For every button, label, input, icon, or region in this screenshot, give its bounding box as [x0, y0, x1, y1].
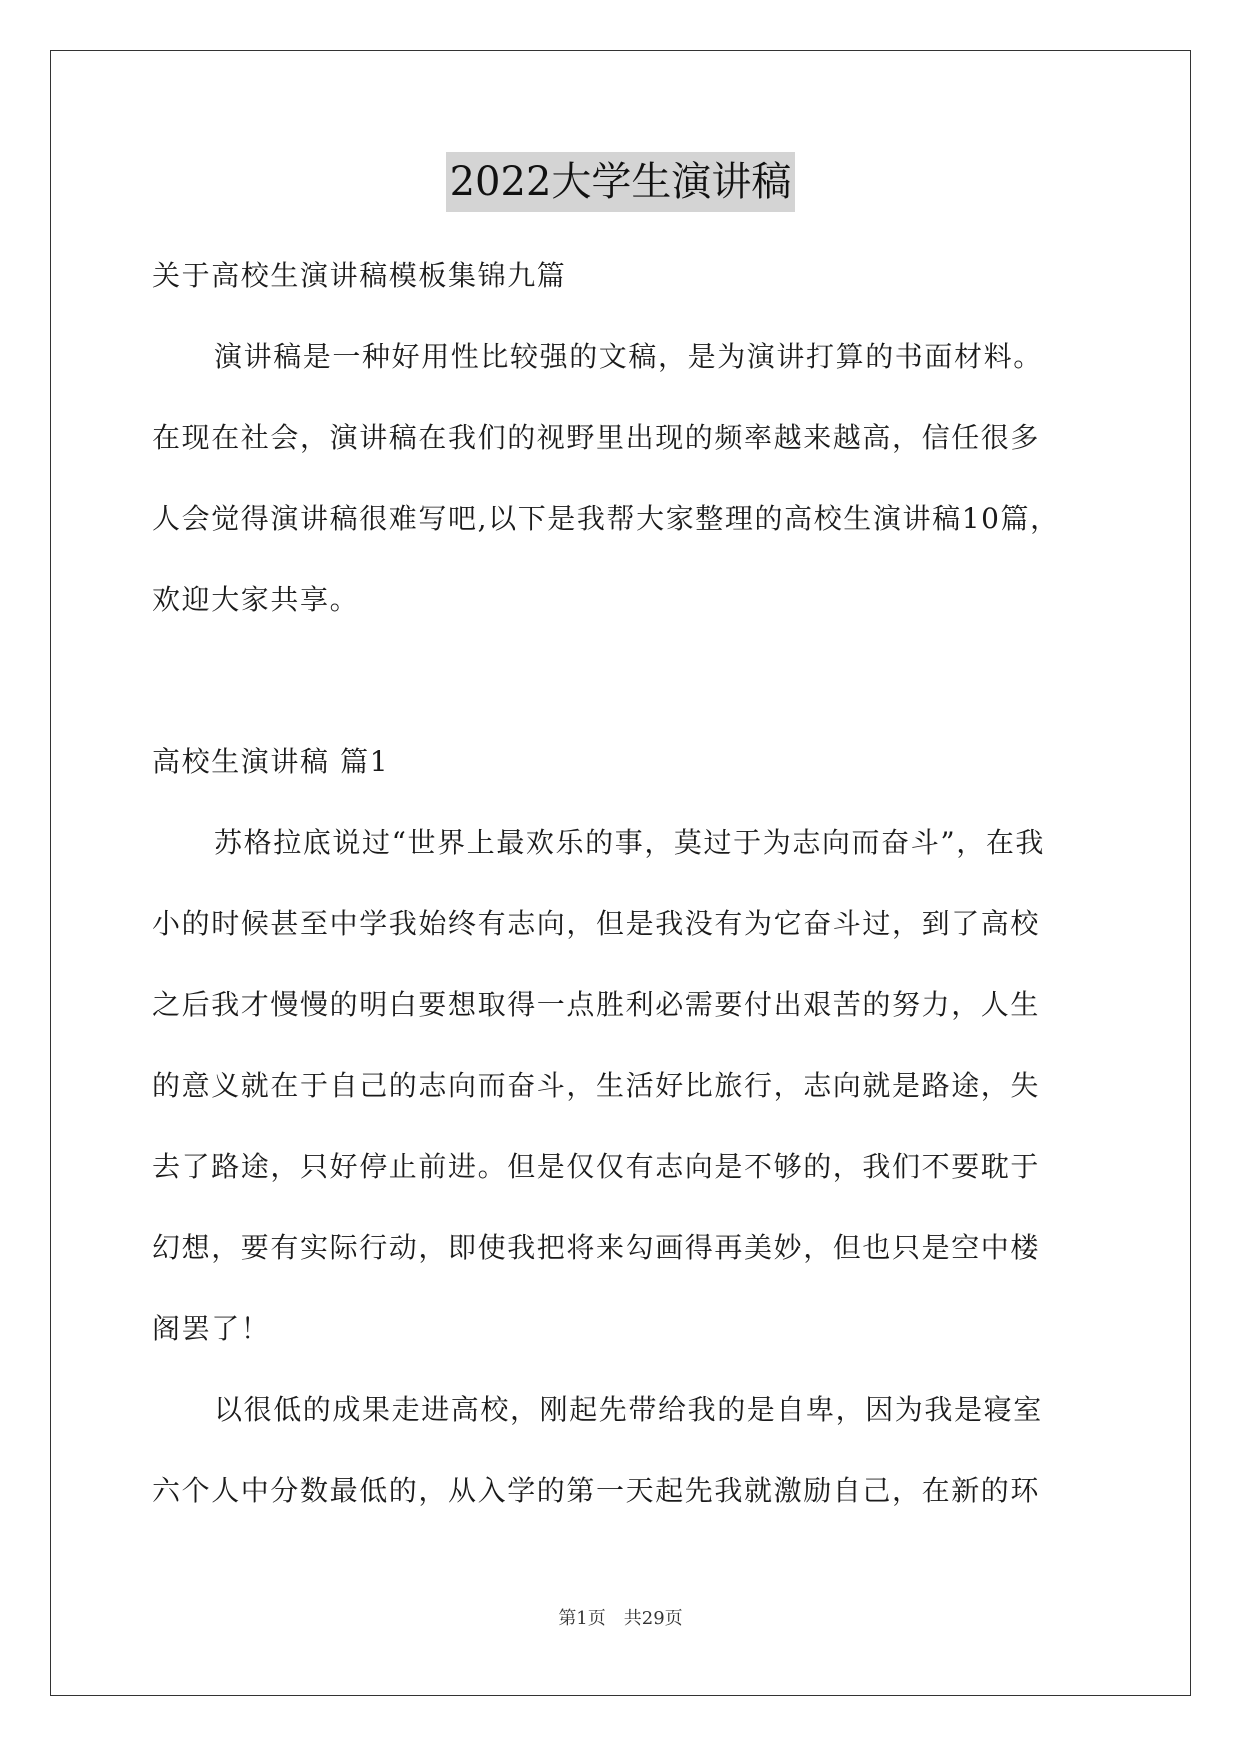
- paragraph-line: 在现在社会，演讲稿在我们的视野里出现的频率越来越高，信任很多: [152, 421, 1041, 454]
- title-container: [0, 152, 1241, 212]
- paragraph-line: 以很低的成果走进高校，刚起先带给我的是自卑，因为我是寝室: [214, 1393, 1043, 1426]
- paragraph-line: 小的时候甚至中学我始终有志向，但是我没有为它奋斗过，到了高校: [152, 907, 1041, 940]
- paragraph-line: 的意义就在于自己的志向而奋斗，生活好比旅行，志向就是路途，失: [152, 1069, 1041, 1102]
- paragraph-line: 阁罢了！: [152, 1312, 271, 1345]
- blank-line: [152, 640, 1092, 721]
- paragraph-line: 去了路途，只好停止前进。但是仅仅有志向是不够的，我们不要耽于: [152, 1150, 1041, 1183]
- paragraph-line: 之后我才慢慢的明白要想取得一点胜利必需要付出艰苦的努力，人生: [152, 988, 1041, 1021]
- section-heading: 高校生演讲稿 篇1: [152, 745, 390, 778]
- paragraph-line: 六个人中分数最低的，从入学的第一天起先我就激励自己，在新的环: [152, 1474, 1041, 1507]
- document-body: [152, 235, 1092, 1531]
- paragraph-line: 幻想，要有实际行动，即使我把将来勾画得再美妙，但也只是空中楼: [152, 1231, 1041, 1264]
- paragraph-line: 演讲稿是一种好用性比较强的文稿，是为演讲打算的书面材料。: [214, 340, 1043, 373]
- paragraph-line: 欢迎大家共享。: [152, 583, 360, 616]
- paragraph-line: 苏格拉底说过“世界上最欢乐的事，莫过于为志向而奋斗”，在我: [214, 826, 1046, 859]
- subtitle-line: 关于高校生演讲稿模板集锦九篇: [152, 259, 567, 292]
- paragraph-line: 人会觉得演讲稿很难写吧,以下是我帮大家整理的高校生演讲稿10篇，: [152, 502, 1060, 535]
- page-footer: 第1页 共29页: [558, 1608, 683, 1629]
- document-title: 2022大学生演讲稿: [446, 152, 796, 212]
